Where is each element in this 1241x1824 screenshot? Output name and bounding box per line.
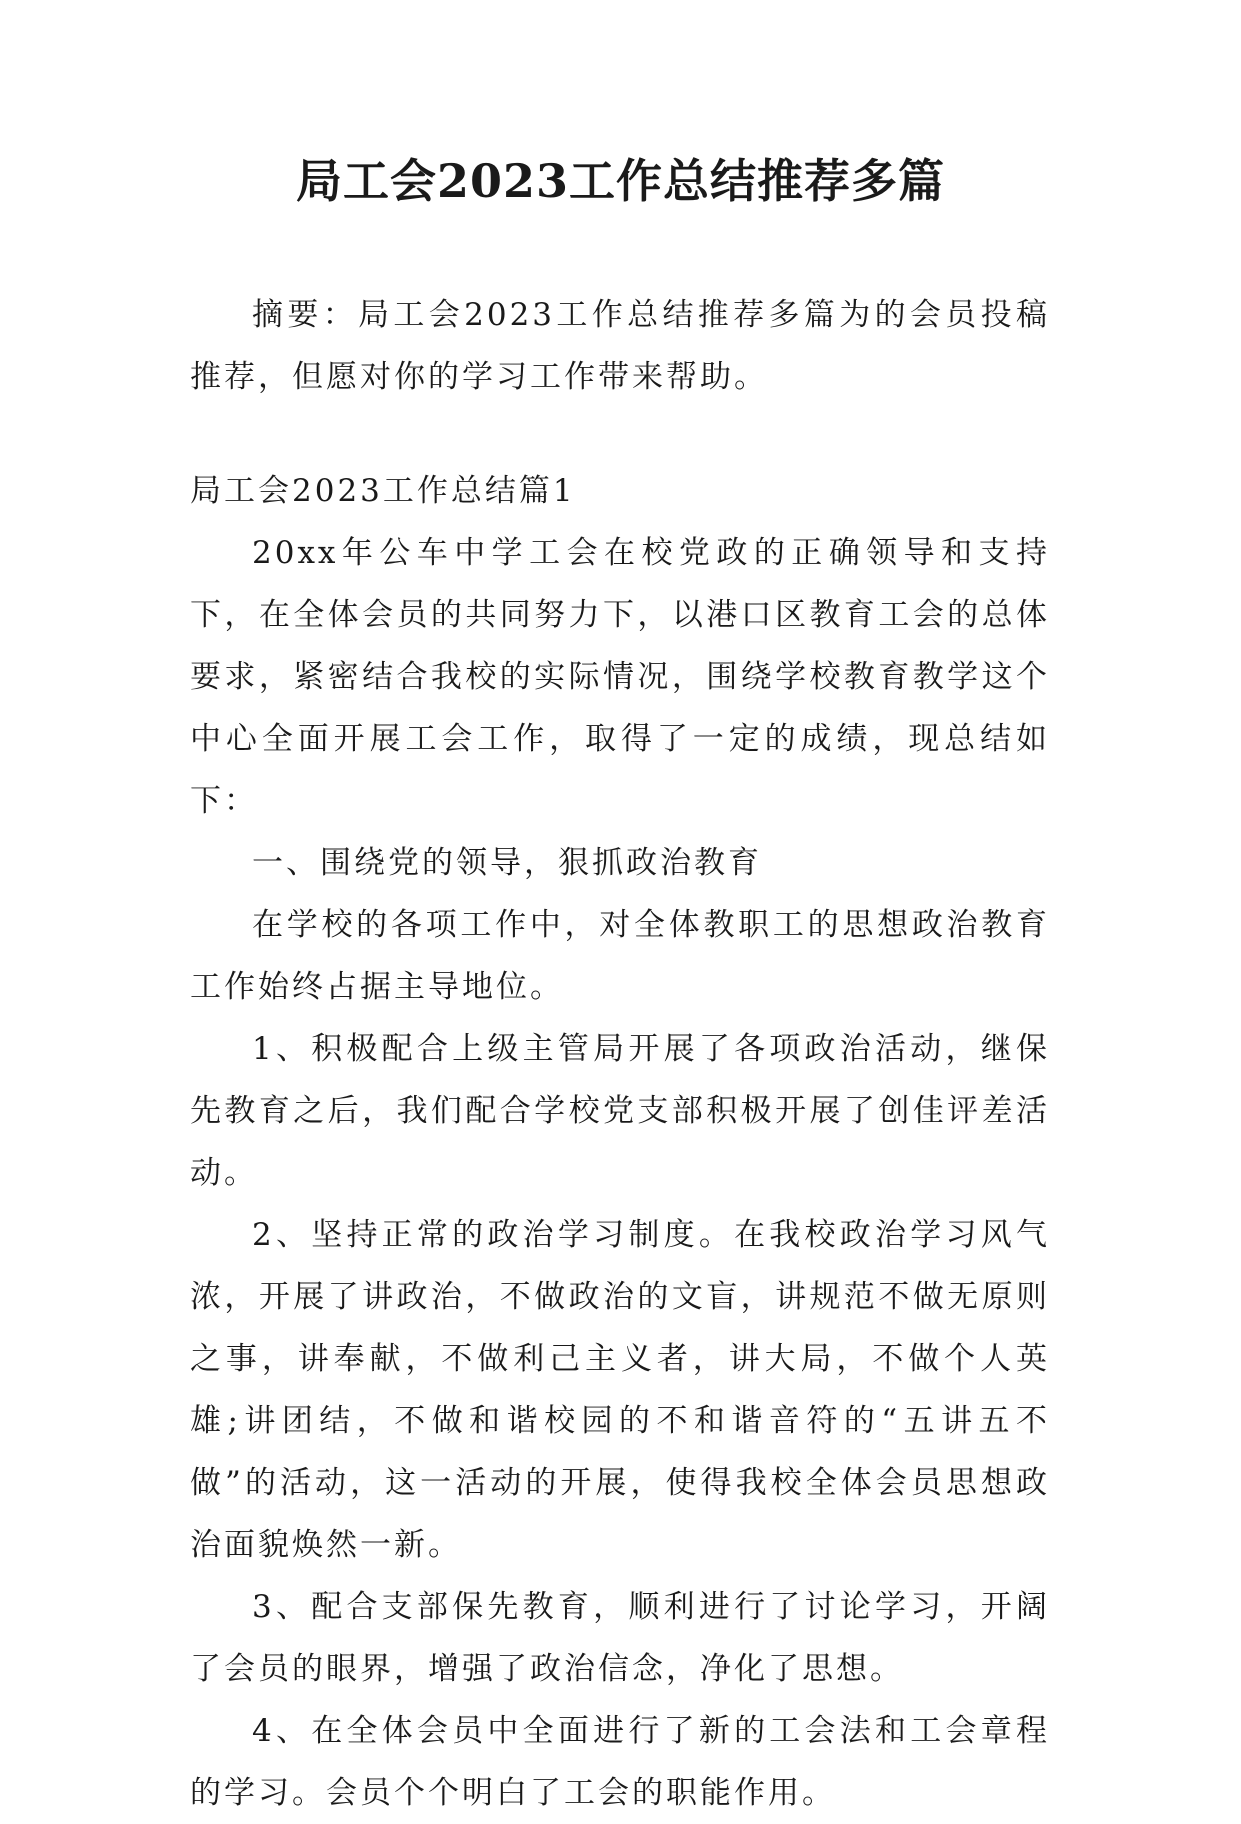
list-item: 2、坚持正常的政治学习制度。在我校政治学习风气浓，开展了讲政治，不做政治的文盲，讲规范不做无原则之事，讲奉献，不做利己主义者，讲大局，不做个人英雄;讲团结，不做和谐校园的不和谐音符的“五讲五不做”的活动，这一活动的开展，使得我校全体会员思想政治面貌焕然一新。 [190, 1217, 1050, 1563]
section-block [190, 460, 1050, 1824]
abstract-block [190, 284, 1050, 408]
list-item: 3、配合支部保先教育，顺利进行了讨论学习，开阔了会员的眼界，增强了政治信念，净化了思想。 [190, 1589, 1050, 1687]
abstract-paragraph: 摘要：局工会2023工作总结推荐多篇为的会员投稿推荐，但愿对你的学习工作带来帮助。 [190, 297, 1050, 395]
list-item: 4、在全体会员中全面进行了新的工会法和工会章程的学习。会员个个明白了工会的职能作用。 [190, 1713, 1050, 1811]
body-paragraph: 在学校的各项工作中，对全体教职工的思想政治教育工作始终占据主导地位。 [190, 907, 1050, 1005]
subheading: 一、围绕党的领导，狠抓政治教育 [252, 845, 762, 881]
document-title: 局工会2023工作总结推荐多篇 [295, 154, 946, 208]
body-paragraph: 20xx年公车中学工会在校党政的正确领导和支持下，在全体会员的共同努力下，以港口区教育工会的总体要求，紧密结合我校的实际情况，围绕学校教育教学这个中心全面开展工会工作，取得了一定的成绩，现总结如下： [190, 535, 1050, 819]
list-item: 1、积极配合上级主管局开展了各项政治活动，继保先教育之后，我们配合学校党支部积极开展了创佳评差活动。 [190, 1031, 1050, 1191]
section-title: 局工会2023工作总结篇1 [190, 473, 576, 509]
